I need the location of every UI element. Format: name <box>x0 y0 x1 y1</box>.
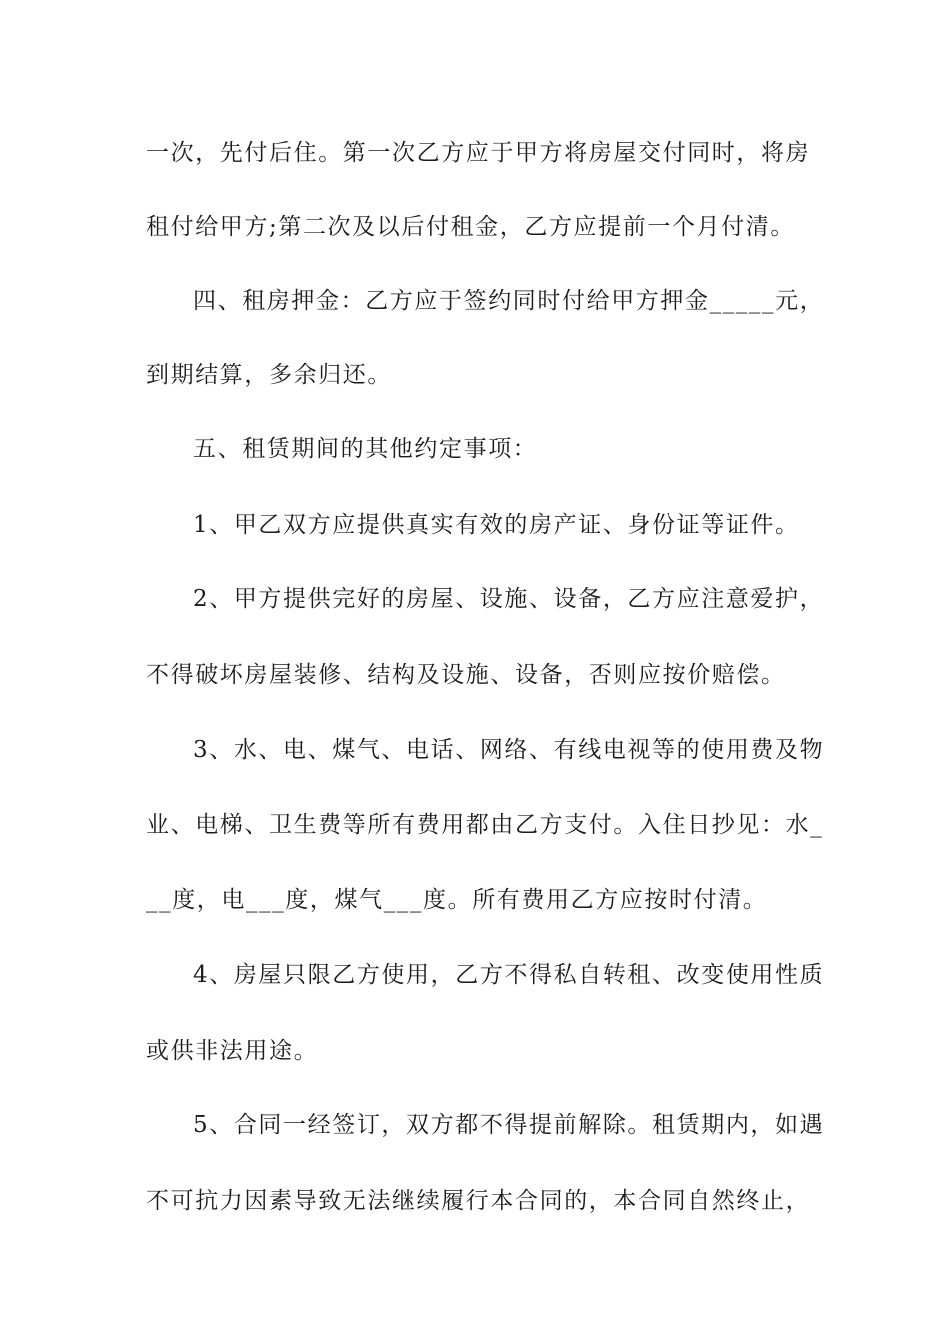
text-line: 五、租赁期间的其他约定事项： <box>193 436 538 462</box>
text-line: 一次，先付后住。第一次乙方应于甲方将房屋交付同时，将房 <box>146 140 811 166</box>
text-line: 或供非法用途。 <box>146 1038 319 1064</box>
text-line: 不得破坏房屋装修、结构及设施、设备，否则应按价赔偿。 <box>146 662 786 688</box>
text-line: 业、电梯、卫生费等所有费用都由乙方支付。入住日抄见：水_ <box>146 812 824 838</box>
text-line: 5、合同一经签订，双方都不得提前解除。租赁期内，如遇 <box>193 1112 825 1138</box>
text-line: 到期结算，多余归还。 <box>146 362 392 388</box>
text-line: 4、房屋只限乙方使用，乙方不得私自转租、改变使用性质 <box>193 962 825 988</box>
text-line: 四、租房押金：乙方应于签约同时付给甲方押金_____元， <box>193 288 825 314</box>
text-line: 2、甲方提供完好的房屋、设施、设备，乙方应注意爱护， <box>193 586 825 612</box>
text-line: 3、水、电、煤气、电话、网络、有线电视等的使用费及物 <box>193 737 825 763</box>
text-line: 不可抗力因素导致无法继续履行本合同的，本合同自然终止， <box>146 1188 811 1214</box>
text-line: __度，电___度，煤气___度。所有费用乙方应按时付清。 <box>146 887 768 913</box>
text-line: 租付给甲方;第二次及以后付租金，乙方应提前一个月付清。 <box>146 214 795 240</box>
text-line: 1、甲乙双方应提供真实有效的房产证、身份证等证件。 <box>193 512 800 538</box>
